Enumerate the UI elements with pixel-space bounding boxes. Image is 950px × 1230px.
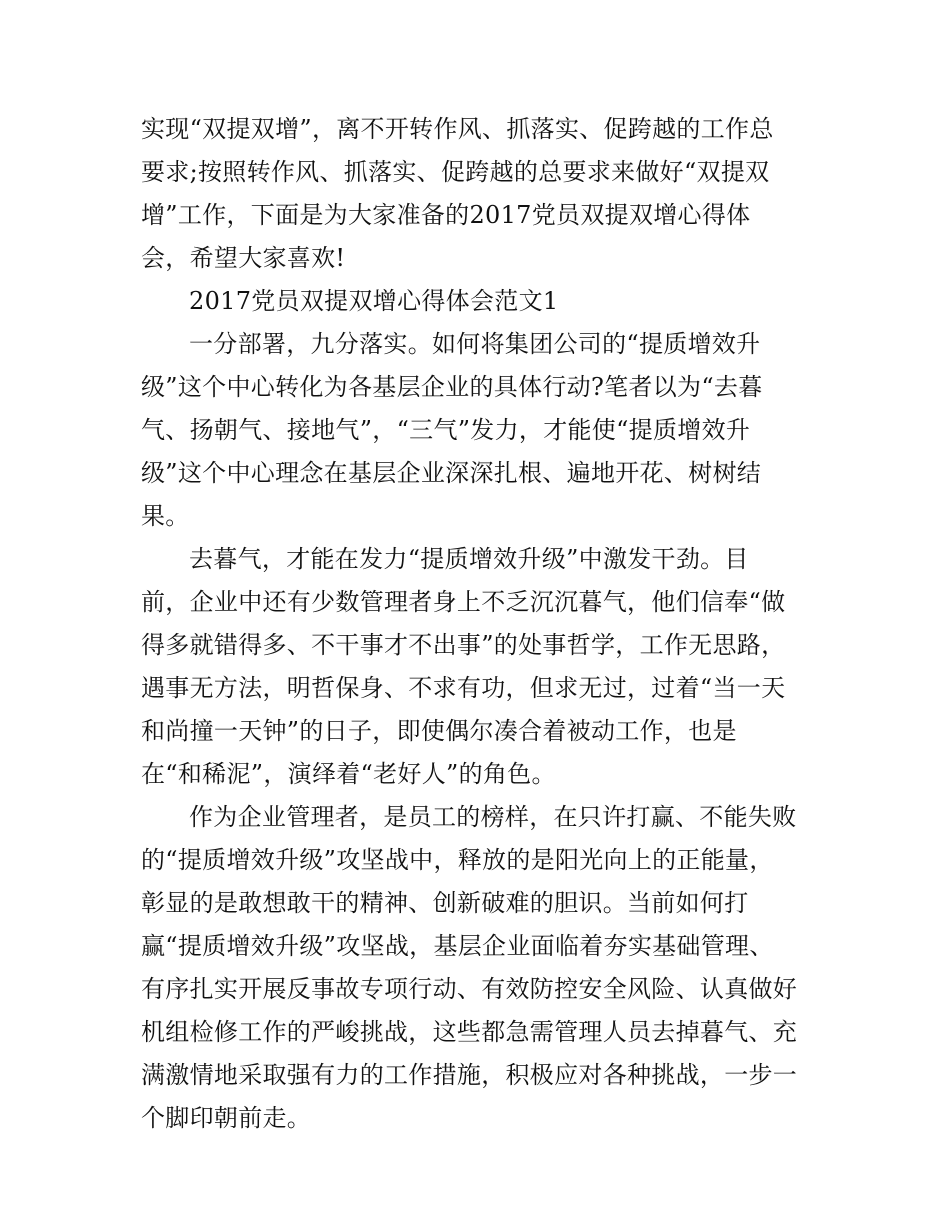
paragraph-line: 作为企业管理者，是员工的榜样，在只许打赢、不能失败 (189, 803, 797, 831)
paragraph-line: 赢“提质增效升级”攻坚战，基层企业面临着夯实基础管理、 (141, 932, 774, 960)
intro-line: 要求;按照转作风、抓落实、促跨越的总要求来做好“双提双 (141, 158, 770, 186)
paragraph-line: 的“提质增效升级”攻坚战中，释放的是阳光向上的正能量， (141, 846, 774, 874)
paragraph-line: 在“和稀泥”，演绎着“老好人”的角色。 (141, 760, 556, 788)
intro-line: 会，希望大家喜欢! (141, 244, 346, 272)
intro-line: 增”工作，下面是为大家准备的2017党员双提双增心得体 (141, 201, 751, 229)
paragraph-line: 果。 (141, 502, 190, 530)
paragraph-line: 满激情地采取强有力的工作措施，积极应对各种挑战，一步一 (141, 1061, 798, 1089)
paragraph-line: 前，企业中还有少数管理者身上不乏沉沉暮气，他们信奉“做 (141, 588, 786, 616)
paragraph-line: 彰显的是敢想敢干的精神、创新破难的胆识。当前如何打 (141, 889, 749, 917)
paragraph-line: 和尚撞一天钟”的日子，即使偶尔凑合着被动工作，也是 (141, 717, 737, 745)
paragraph-line: 级”这个中心转化为各基层企业的具体行动?笔者以为“去暮 (141, 373, 763, 401)
paragraph-line: 去暮气，才能在发力“提质增效升级”中激发干劲。目 (189, 545, 749, 573)
section-title: 2017党员双提双增心得体会范文1 (189, 287, 559, 315)
paragraph-line: 气、扬朝气、接地气”，“三气”发力，才能使“提质增效升 (141, 416, 751, 444)
intro-line: 实现“双提双增”，离不开转作风、抓落实、促跨越的工作总 (141, 115, 774, 143)
paragraph-line: 得多就错得多、不干事才不出事”的处事哲学，工作无思路， (141, 631, 786, 659)
paragraph-line: 有序扎实开展反事故专项行动、有效防控安全风险、认真做好 (141, 975, 798, 1003)
paragraph-line: 遇事无方法，明哲保身、不求有功，但求无过，过着“当一天 (141, 674, 786, 702)
paragraph-line: 级”这个中心理念在基层企业深深扎根、遍地开花、树树结 (141, 459, 762, 487)
paragraph-line: 机组检修工作的严峻挑战，这些都急需管理人员去掉暮气、充 (141, 1018, 798, 1046)
paragraph-line: 一分部署，九分落实。如何将集团公司的“提质增效升 (189, 330, 761, 358)
paragraph-line: 个脚印朝前走。 (141, 1104, 312, 1132)
